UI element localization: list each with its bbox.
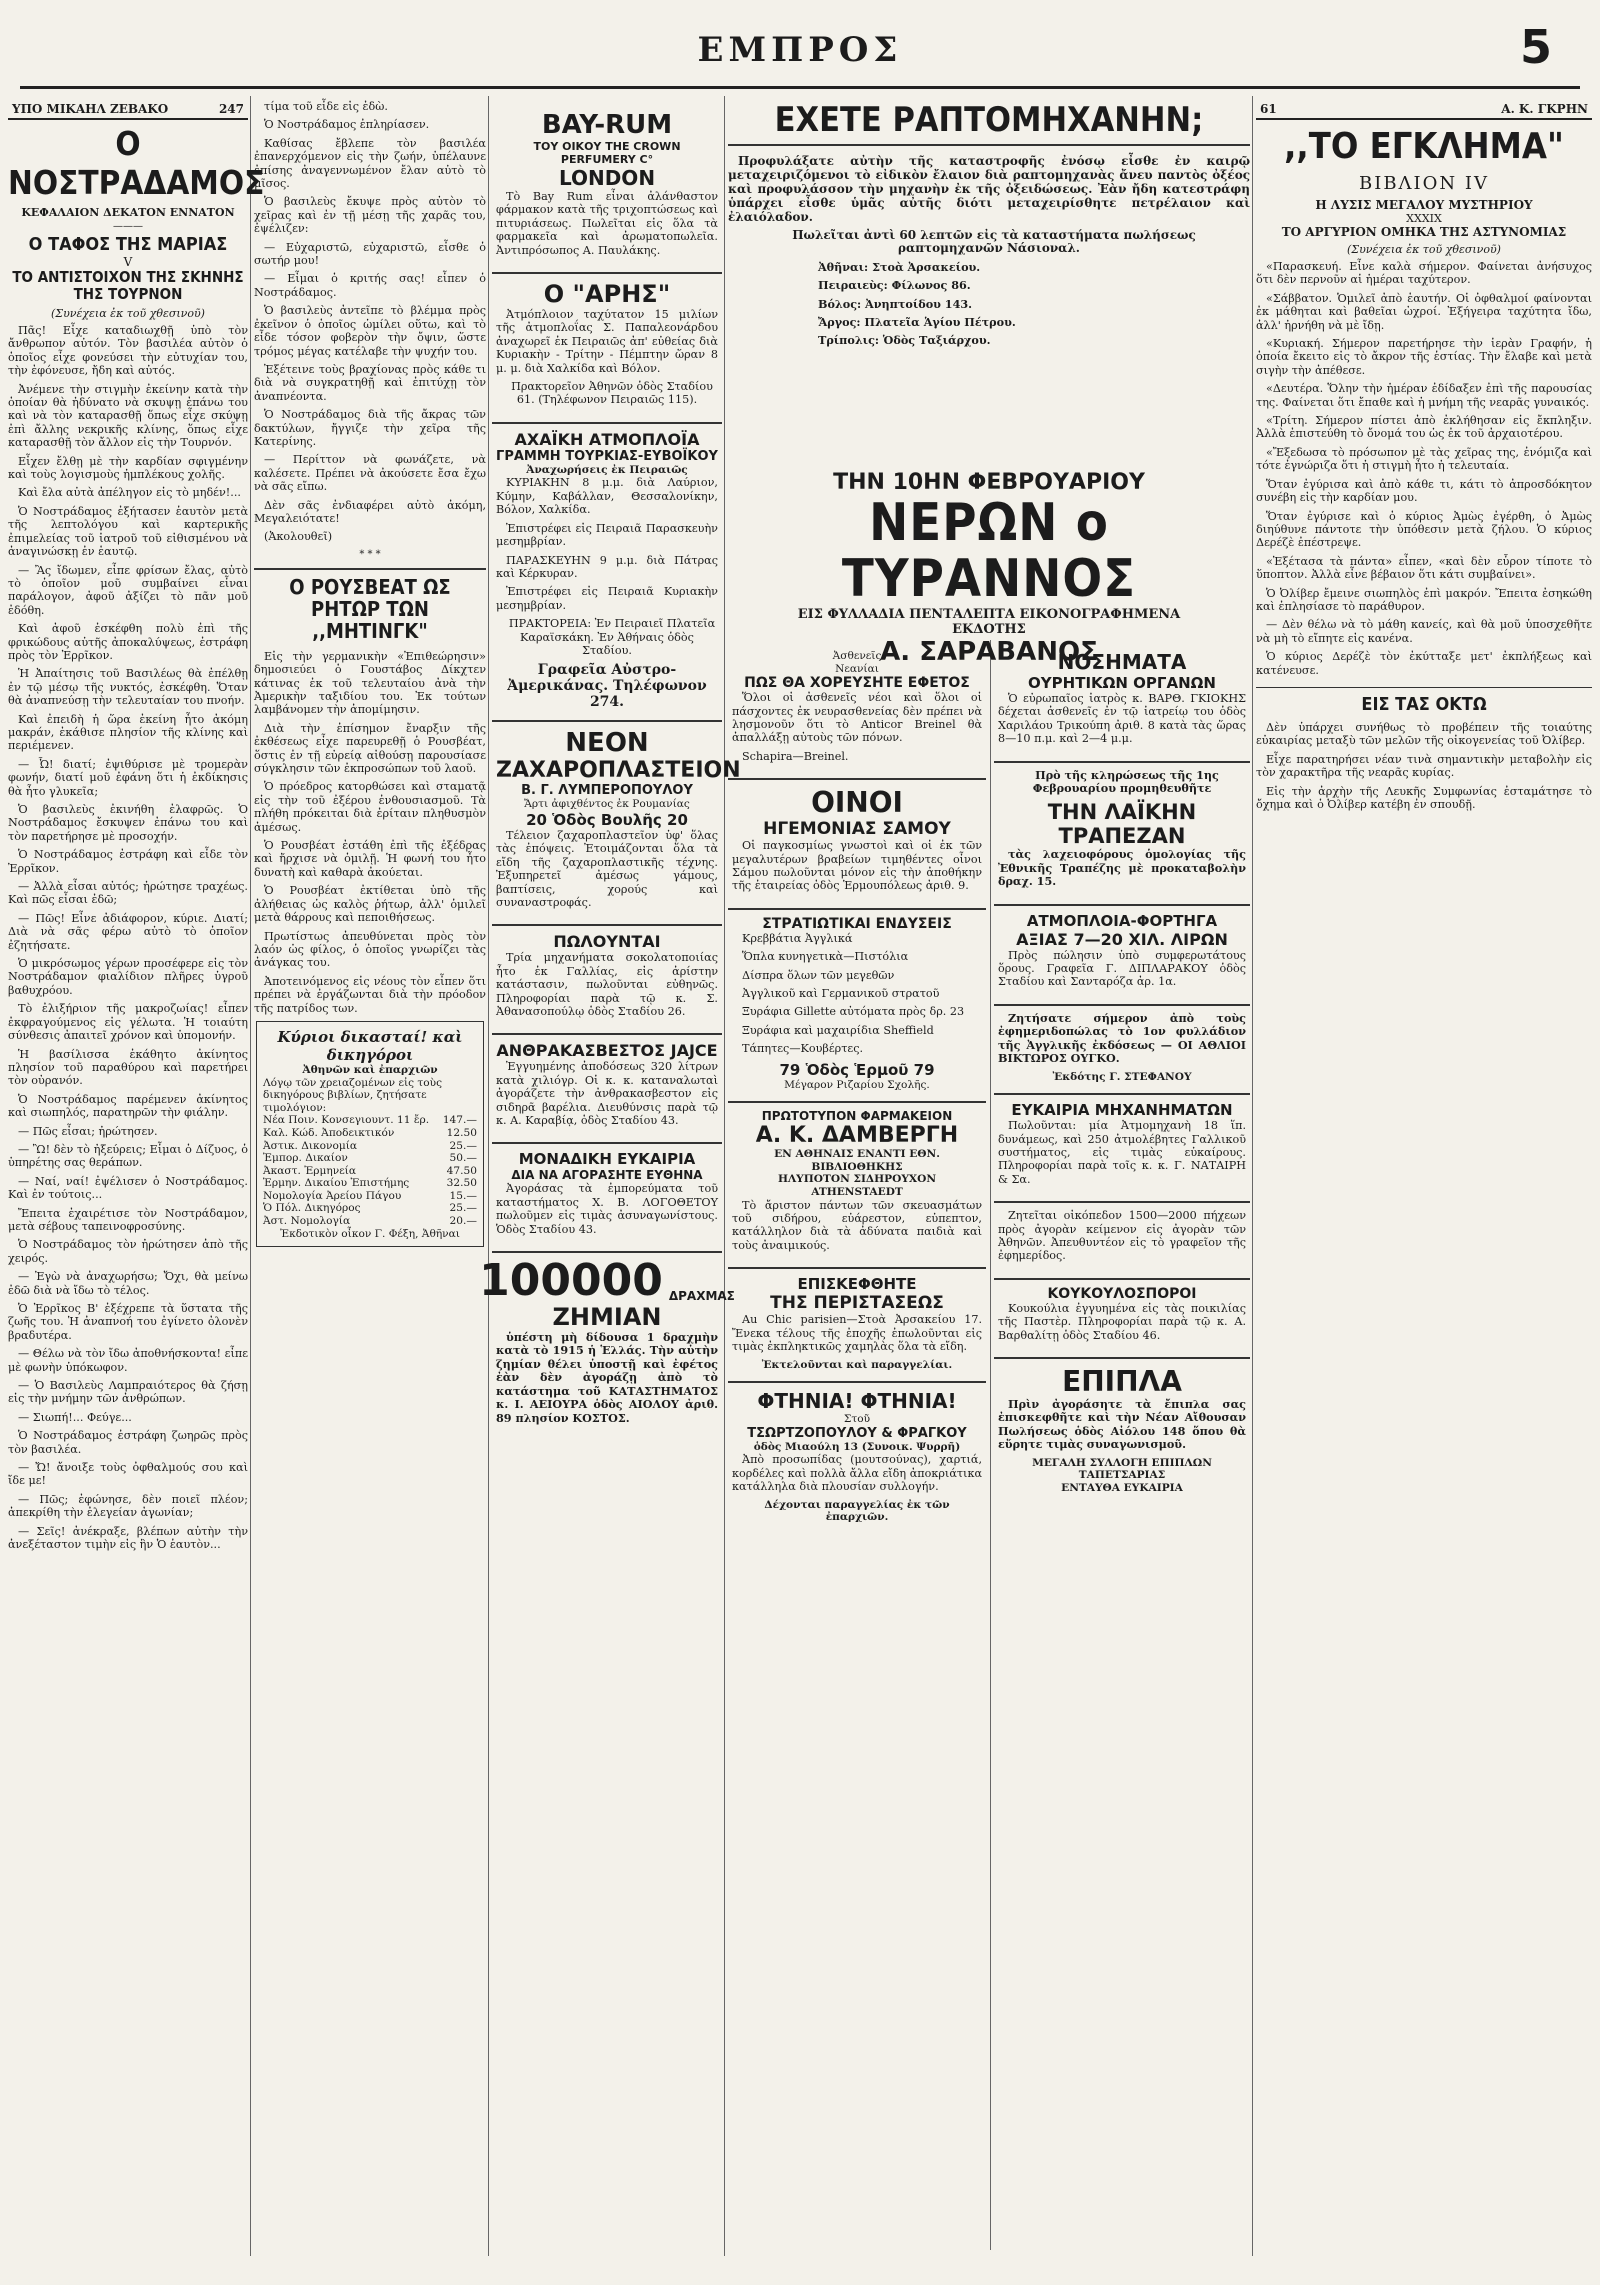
athlioi-foot: Ἐκδότης Γ. ΣΤΕΦΑΝΟΥ — [1052, 1070, 1192, 1083]
zacharoplasteion-text: Τέλειον ζαχαροπλαστεῖον ὑφ' ὅλας τὰς ἐπόψεις. Ἐτοιμάζονται ὅλα τὰ εἴδη τῆς ζαχαροπλαστικῆς τέχνης. Ἐξυπηρετεῖ ἀμέσως γάμους, βαπτίσεις, χορούς καὶ συναναστροφάς. — [496, 828, 718, 909]
price-item: Ἑρμην. Δικαίου Ἐπιστήμης — [263, 1177, 410, 1190]
serial2-byline — [1256, 100, 1592, 120]
paragraph: Ἀνέμενε τὴν στιγμὴν ἐκείνην κατὰ τὴν ὁποίαν θὰ ἠδύνατο νὰ σκυψῃ ἐπάνω του καὶ νὰ τὸν καταρασθῇ ὅπως εἶχε σκύψῃ ἐπὶ ἄλλης νεκρικῆς κλίνης, ὅπως εἶχε καταρασθῇ τὸν ἄλλον εἰς τὴν Τουρνόν. — [8, 382, 248, 450]
column-divider — [250, 96, 251, 2256]
monadiki-text: Ἀγοράσας τὰ ἐμπορεύματα τοῦ καταστήματος Χ. Β. ΛΟΓΟΘΕΤΟΥ πωλοῦμεν εἰς τιμὰς ἀσυναγωνίστους. Ὁδὸς Σταδίου 43. — [496, 1182, 718, 1236]
price-item: Ἐμπορ. Δικαίον — [263, 1152, 348, 1165]
serial2-number: 61 — [1260, 102, 1277, 116]
item-line: Κρεββάτια Ἀγγλικά — [742, 931, 853, 945]
paragraph: Ὁ βασιλεὺς ἐκινήθη ἐλαφρῶς. Ὁ Νοστράδαμος ἔσκυψεν ἐπάνω του καὶ τὸν παρετήρησε μὲ προσοχήν. — [8, 803, 248, 843]
price-ad-footer: Ἐκδοτικὸν οἶκον Γ. Φέξη, Ἀθῆναι — [280, 1227, 460, 1240]
serial2-section: ΤΟ ΑΡΓΥΡΙΟΝ ΟΜΗΚΑ ΤΗΣ ΑΣΤΥΝΟΜΙΑΣ — [1281, 225, 1567, 239]
dance-ad — [728, 644, 986, 774]
paragraph: — Ἂς ἴδωμεν, εἶπε φρίσων ἔλας, αὐτὸ τὸ ὁποῖον μοῦ συμβαίνει εἶναι παράλογον, ἀφοῦ ἀξίζει τὸ πᾶν μοῦ ἐδόθη. — [8, 563, 248, 617]
laiki-trapeza-ad — [994, 761, 1250, 900]
serial-section: ΤΟ ΑΝΤΙΣΤΟΙΧΟΝ ΤΗΣ ΣΚΗΝΗΣ ΤΗΣ ΤΟΥΡΝΟΝ — [12, 268, 244, 303]
price-value: 32.50 — [446, 1177, 477, 1190]
serial-egklima — [1256, 100, 1592, 2250]
price-item: Καλ. Κώδ. Ἀποδεικτικόν — [263, 1126, 395, 1139]
polountai-ad — [492, 924, 722, 1029]
visit-title: ΕΠΙΣΚΕΦΘΗΤΕ — [797, 1275, 917, 1294]
price-value: 12.50 — [446, 1126, 477, 1139]
sewing-text: Προφυλάξατε αὐτὴν τῆς καταστροφῆς ἐνόσῳ εἶσθε ἐν καιρῷ μεταχειριζόμενοι τὸ εἰδικὸν ἔλαιον διὰ ραπτομηχανὰς ἄνευ παντὸς ὀξέος καὶ προφυλάσσον τὴν μηχανὴν ἐκ τῆς ὀξειδώσεως. Ἐὰν ἤδη κατεστράφη ὑπάρχει εἶσθε ὑμᾶς αὐτῆς διότι μεταχειρίσθητε πετρέλαιον καὶ ἐλαιόλαδον. — [728, 154, 1250, 224]
dance-sub: Νεανίαι — [835, 662, 879, 675]
serial-nostradamus: ΥΠΟ ΜΙΚΑΗΛ ΖΕΒΑΚΟ 247 Ο ΝΟΣΤΡΑΔΑΜΟΣ ΚΕΦΑΛΑΙΟΝ ΔΕΚΑΤΟΝ ΕΝΝΑΤΟΝ ——— Ο ΤΑΦΟΣ ΤΗΣ ΜΑΡΙΑΣ V ΤΟ ΑΝΤΙΣΤΟΙΧΟΝ ΤΗΣ ΣΚΗΝΗΣ ΤΗΣ ΤΟΥΡΝΟΝ (Συνέχεια ἐκ τοῦ χθεσινοῦ) Πᾶς! Εἶχε καταδιωχθῇ ὑπὸ τὸν ἄνθρωπον αὐτόν. Τὸν βασιλέα αὐτὸν ὁ ὁποῖος εἶχε φονεύσει τὴν εὐτυχίαν του, τὴν ἐφόνευσε, ἤδη καὶ αὐτός. Ἀνέμενε τὴν στιγμὴν ἐκείνην κατὰ τὴν ὁποίαν θὰ ἠδύνατο νὰ σκυψῃ ἐπάνω του καὶ νὰ τὸν καταρασθῇ ὅπως εἶχε σκύψῃ ἐπὶ ἄλλης νεκρικῆς κλίνης, ὅπως εἶχε καταρασθῇ τὸν ἄλλον εἰς τὴν Τουρνόν. Εἶχεν ἔλθῃ μὲ τὴν καρδίαν σφιγμένην καὶ τοὺς λογισμοὺς ἠμπλέκους χολῆς. Καὶ ἔλα αὐτὰ ἀπέληγον εἰς τὸ μηδέν!... Ὁ Νοστράδαμος ἐξήτασεν ἑαυτὸν μετὰ τῆς λεπτολόγου καὶ καρτερικῆς ἐπιμελείας τοῦ ἰατροῦ τοῦ εἰθισμένου νὰ ἀναγινώσκῃ ἐν ἑαυτῷ. — Ἂς ἴδωμεν, εἶπε φρίσων ἔλας, αὐτὸ τὸ ὁποῖον μοῦ συμβαίνει εἶναι παράλογον, ἀφοῦ ἀξίζει τὸ πᾶν μοῦ ἐδόθη. Καὶ ἀφοῦ ἐσκέφθη πολὺ ἐπὶ τῆς φρικώδους αὐτῆς ἀποκαλύψεως, ἐστράφη πρὸς τὸν Ἐρρῖκον. Ἡ Ἀπαίτησις τοῦ Βασιλέως θὰ ἐπέλθῃ ἐν τῷ μέσῳ τῆς νυκτός, ἐσκέφθη. Ὅταν θὰ ἀναπνεύσῃ τὴν τελευταίαν του πνοήν. Καὶ ἐπειδὴ ἡ ὥρα ἐκείνη ἦτο ἀκόμη μακράν, ἐκάθισε πλησίον τῆς κλίνης καὶ περιέμενεν. — Ὦ! διατί; ἐψιθύρισε μὲ τρομερὰν φωνήν, διατί μοῦ ἐφάνη ὅτι ἡ ἐκδίκησις θὰ ἦτο γλυκεῖα; Ὁ βασιλεὺς ἐκινήθη ἐλαφρῶς. Ὁ Νοστράδαμος ἔσκυψεν ἐπάνω του καὶ τὸν παρετήρησε μὲ προσοχήν. Ὁ Νοστράδαμος ἐστράφη καὶ εἶδε τὸν Ἐρρῖκον. — Ἀλλὰ εἶσαι αὐτός; ἠρώτησε τραχέως. Καὶ πῶς εἶσαι ἐδῶ; — Πῶς! Εἶνε ἀδιάφορον, κύριε. Διατί; Διὰ νὰ σᾶς φέρω αὐτὸ τὸ ὁποῖον ἐζητήσατε. Ὁ μικρόσωμος γέρων προσέφερε εἰς τὸν Νοστράδαμον φιαλίδιον πλῆρες ὑγροῦ βαθυχρόου. Τὸ ἐλιξήριον τῆς μακροζωίας! εἶπεν ἐκφραγούμενος εἰς γέλωτα. Ἡ τοιαύτη σύνθεσις ἀπαιτεῖ χρόνον καὶ ὑπομονήν. Ἡ βασίλισσα ἐκάθητο ἀκίνητος πλησίον τοῦ παραθύρου καὶ παρετήρει τὸν οὐρανόν. Ὁ Νοστράδαμος παρέμενεν ἀκίνητος καὶ σιωπηλός, παρατηρῶν τὴν φιάλην. — Πῶς εἶσαι; ἠρώτησεν. — Ὢ! δὲν τὸ ἠξεύρεις; Εἶμαι ὁ Δίζυος, ὁ ὑπηρέτης σας θεράπων. — Ναί, ναί! ἐψέλισεν ὁ Νοστράδαμος. Καὶ ἐν τούτοις... Ἔπειτα ἐχαιρέτισε τὸν Νοστράδαμον, μετὰ σέβους ταπεινοφροσύνης. Ὁ Νοστράδαμος τὸν ἠρώτησεν ἀπὸ τῆς χειρός. — Ἐγὼ νὰ ἀναχωρήσω; Ὄχι, θὰ μείνω ἐδῶ διὰ νὰ ἴδω τὸ τέλος. Ὁ Ἐρρῖκος Β' ἐξέχρεπε τὰ ὕστατα τῆς ζωῆς του. Ἡ ἀναπνοή του ἐγίνετο ὀλονὲν βραδυτέρα. — Θέλω νὰ τὸν ἴδω ἀποθνήσκοντα! εἶπε μὲ φωνὴν ὑπόκωφον. — Ὁ Βασιλεὺς Λαμπραιότερος θὰ ζήσῃ εἰς τὴν μνήμην τῶν ἀνθρώπων. — Σιωπή!... Φεύγε... Ὁ Νοστράδαμος ἐστράφη ζωηρῶς πρὸς τὸν βασιλέα. — Ὤ! ἄνοιξε τοὺς ὀφθαλμούς σου καὶ ἴδε με! — Πῶς; ἐφώνησε, δὲν ποιεῖ πλέον; ἀπεκρίθη τὴν ἐλεγείαν ἀγωνίαν; — Σεῖς! ἀνέκραξε, βλέπων αὐτὴν τὴν ἀνεξέταστον τιμὴν εἰς ἣν Ὁ ἑαυτὸν... — [8, 102, 265, 1552]
item-line: Ξυράφια Gillette αὐτόματα πρὸς δρ. 23 — [742, 1005, 965, 1019]
zacharoplasteion-sub: Ἄρτι ἀφιχθέντος ἐκ Ρουμανίας — [524, 798, 690, 811]
price-item: Ἀκαστ. Ἐρμηνεία — [263, 1164, 356, 1177]
paragraph: — Περίττον νὰ φωνάζετε, νὰ καλέσετε. Πρέπει νὰ ἀκούσετε ἔσα ἔχω νὰ σᾶς εἴπω. — [254, 453, 486, 494]
sewing-addresses — [728, 261, 1250, 348]
price-row — [263, 1127, 477, 1140]
paragraph: Εἶχεν ἔλθῃ μὲ τὴν καρδίαν σφιγμένην καὶ τοὺς λογισμοὺς ἠμπλέκους χολῆς. — [8, 454, 248, 482]
paragraph: — Σιωπή!... Φεύγε... — [18, 1410, 132, 1424]
item-line: Ἀγγλικοῦ καὶ Γερμανικοῦ στρατοῦ — [742, 987, 940, 1001]
schedule-line: ΚΥΡΙΑΚΗΝ 8 μ.μ. διὰ Λαύριον, Κύμην, Καβάλλαν, Θεσσαλονίκην, Βόλον, Χαλκίδα. — [496, 476, 718, 517]
serial-author: ΥΠΟ ΜΙΚΑΗΛ ΖΕΒΑΚΟ — [12, 102, 169, 116]
serial2-section2: ΕΙΣ ΤΑΣ ΟΚΤΩ — [1256, 687, 1592, 715]
price-row — [263, 1114, 477, 1127]
article-body — [254, 650, 486, 1015]
paragraph: Ὁ Νοστράδαμος ἐστράφη ζωηρῶς πρὸς τὸν βασιλέα. — [8, 1429, 248, 1456]
bay-rum-ad — [492, 104, 722, 268]
paragraph: Ὅταν ἐγύρισα καὶ ἀπὸ κάθε τι, κάτι τὸ ἀπροσδόκητον συνέβη εἰς τὴν καρδίαν μου. — [1256, 477, 1592, 505]
paragraph: Ἡ Ἀπαίτησις τοῦ Βασιλέως θὰ ἐπέλθῃ ἐν τῷ μέσῳ τῆς νυκτός, ἐσκέφθη. Ὅταν θὰ ἀναπνεύσῃ τὴν τελευταίαν του πνοήν. — [8, 667, 248, 708]
price-item: Ἀστικ. Δικονομία — [263, 1139, 358, 1152]
plot-text: Ζητεῖται οἰκόπεδον 1500—2000 πήχεων πρὸς ἀγορὰν κείμενον εἰς ἀγορὰν τῶν Ἀθηνῶν. Ἀπευθυντέον εἰς τὸ γραφεῖον τῆς ἐφημερίδος. — [998, 1209, 1246, 1263]
jajce-title: ΑΝΘΡΑΚΑΣΒΕΣΤΟΣ JAJCE — [496, 1041, 718, 1061]
paragraph: «Ἔξεδωσα τὸ πρόσωπον μὲ τὰς χεῖρας της, ἐνόμιζα καὶ τότε ἐγνώριζα ὅτι ἡ στιγμὴ ἦτο ἡ τελευταία. — [1256, 445, 1592, 473]
paragraph: Δὲν σᾶς ἐνδιαφέρει αὐτὸ ἀκόμη, Μεγαλειότατε! — [254, 498, 486, 525]
ftinia-sub: Στοῦ — [843, 1413, 871, 1426]
paragraph: Ὁ Νοστράδαμος τὸν ἠρώτησεν ἀπὸ τῆς χειρός. — [8, 1238, 248, 1265]
paragraph: Καὶ ἐπειδὴ ἡ ὥρα ἐκείνη ἦτο ἀκόμη μακράν, ἐκάθισε πλησίον τῆς κλίνης καὶ περιέμενεν. — [8, 712, 248, 753]
aris-office: Πρακτορεῖον Ἀθηνῶν ὁδὸς Σταδίου 61. (Τηλέφωνον Πειραιῶς 115). — [511, 380, 713, 407]
silkworm-text: Κουκούλια ἐγγυημένα εἰς τὰς ποικιλίας τῆς Παστὲρ. Πληροφορίαι παρὰ τῷ κ. Α. Βαρθαλίτῃ ὁδὸς Σταδίου 46. — [998, 1301, 1246, 1342]
serial2-author: Α. Κ. ΓΚΡΗΝ — [1501, 102, 1588, 116]
athlioi-text: Ζητήσατε σήμερον ἀπὸ τοὺς ἐφημεριδοπώλας τὸ 1ον φυλλάδιον τῆς Ἀγγλικῆς ἐκδόσεως — ΟΙ ΑΘΛΙΟΙ ΒΙΚΤΩΡΟΣ ΟΥΓΚΟ. — [998, 1010, 1246, 1066]
column-divider — [990, 640, 991, 2250]
zimian-ad — [479, 1251, 735, 1436]
samos-wine-ad — [728, 778, 986, 904]
serial-subtitle: Ο ΤΑΦΟΣ ΤΗΣ ΜΑΡΙΑΣ — [28, 234, 228, 255]
military-addr: 79 Ὁδὸς Ἑρμοῦ 79 — [779, 1060, 935, 1079]
banner-title: ΝΕΡΩΝ ο ΤΥΡΑΝΝΟΣ — [841, 493, 1137, 609]
paragraph: Ὁ Νοστράδαμος διὰ τῆς ἄκρας τῶν δακτύλων, ἤγγιζε τὴν χεῖρα τῆς Κατερίνης. — [254, 408, 486, 448]
paragraph: (Ἀκολουθεῖ) — [264, 530, 333, 544]
masthead — [0, 0, 1600, 96]
serial-number: 247 — [218, 102, 244, 116]
paragraph: — Σεῖς! ἀνέκραξε, βλέπων αὐτὴν τὴν ἀνεξέταστον τιμὴν εἰς ἣν Ὁ ἑαυτὸν... — [8, 1524, 248, 1552]
price-ad-title: Κύριοι δικασταί! καὶ δικηγόροι — [277, 1027, 463, 1064]
zimian-text: ὑπέστη μὴ δίδουσα 1 δραχμὴν κατὰ τὸ 1915 ἡ Ἑλλάς. Τὴν αὐτὴν ζημίαν θέλει ὑποστῇ καὶ ἐφέτος ἐὰν δὲν ἀγοράζῃ ἀπὸ τὸ κατάστημα τοῦ ΚΑΤΑΣΤΗΜΑΤΟΣ κ. Ι. ΑΕΙΟΥΡΑ ὁδὸς ΑΙΟΛΟΥ ἀριθ. 89 πλησίον ΚΟΣΤΟΣ. — [496, 1330, 718, 1425]
pharmacy-sub2: ΗΛΥΠΟΤΟΝ ΣΙΔΗΡΟΥΧΟΝ — [777, 1173, 937, 1186]
zimian-amount: 100000 — [479, 1255, 663, 1307]
steamer-sub: ΑΞΙΑΣ 7—20 ΧΙΛ. ΛΙΡΩΝ — [1016, 929, 1228, 949]
serial2-subtitle: Η ΛΥΣΙΣ ΜΕΓΑΛΟΥ ΜΥΣΤΗΡΙΟΥ — [1315, 198, 1533, 212]
aris-ad — [492, 272, 722, 418]
laiki-title: ΤΗΝ ΛΑΪΚΗΝ ΤΡΑΠΕΖΑΝ — [1047, 800, 1197, 849]
paragraph: Ὁ βασιλεὺς ἔκυψε πρὸς αὐτὸν τὸ χεῖρας καὶ ἐν τῇ μέσῃ τῆς χαρᾶς του, ἐψέλιζεν: — [254, 195, 486, 236]
item-line: Ὅπλα κυνηγετικὰ—Πιστόλια — [742, 950, 909, 964]
ftinia-addr: ὁδὸς Μιαούλη 13 (Συνοικ. Ψυρρῆ) — [753, 1440, 961, 1453]
paragraph: Εἰς τὴν γερμανικὴν «Ἐπιθεώρησιν» δημοσιεύει ὁ Γουστάβος Δίκχτεν κάτινας ἐκ τοῦ τελευταίου ἀνὰ τὴν Ἀμερικὴν ταξιδίου του. Ἐκ τούτων λαμβάνομεν τὴν ἀπομίμησιν. — [254, 649, 486, 717]
price-ad-sub: Ἀθηνῶν καὶ ἐπαρχιῶν — [302, 1063, 438, 1076]
paragraph: Δὲν ὑπάρχει συνήθως τὸ προβέπειν τῆς τοιαύτης εὐκαιρίας μεταξὺ τῶν μελῶν τῆς οἰκογενείας τοῦ Ὀλίβερ. — [1256, 720, 1592, 748]
military-foot: Μέγαρον Ριζαρίου Σχολῆς. — [784, 1078, 930, 1091]
schedule-line: ΠΑΡΑΣΚΕΥΗΝ 9 μ.μ. διὰ Πάτρας καὶ Κέρκυραν. — [496, 553, 718, 580]
banner-publisher: Α. ΣΑΡΑΒΑΝΟΣ — [880, 637, 1098, 667]
bay-rum-title: BAY-RUM — [541, 110, 673, 140]
serial-chapter: ΚΕΦΑΛΑΙΟΝ ΔΕΚΑΤΟΝ ΕΝΝΑΤΟΝ — [21, 206, 235, 219]
column-divider — [1252, 96, 1253, 2256]
schedule-line: Ἐπιστρέφει εἰς Πειραιᾶ Κυριακὴν μεσημβρίαν. — [496, 585, 718, 612]
paragraph: Ὁ Νοστράδαμος ἐξήτασεν ἑαυτὸν μετὰ τῆς λεπτολόγου καὶ καρτερικῆς ἐπιμελείας τοῦ ἰατροῦ τοῦ εἰθισμένου νὰ ἀναγινώσκῃ ἐν ἑαυτῷ. — [8, 504, 248, 559]
paragraph: Ὁ Ρουσβέατ ἐκτίθεται ὑπὸ τῆς ἀλήθειας ὡς καλὸς ῥήτωρ, ἀλλ' ὁμιλεῖ μετὰ θάρρους καὶ πεποιθήσεως. — [254, 884, 486, 925]
paragraph: «Παρασκευή. Εἶνε καλὰ σήμερον. Φαίνεται ἀνήσυχος ὅτι δὲν περνοῦν αἱ ἡμέραι ταχύτερον. — [1256, 260, 1592, 287]
price-row — [263, 1215, 477, 1228]
paragraph: Καὶ ἔλα αὐτὰ ἀπέληγον εἰς τὸ μηδέν!... — [18, 486, 241, 500]
paragraph: Ὁ Νοστράδαμος ἐπληρίασεν. — [264, 118, 430, 132]
achaiki-title: ΑΧΑΪΚΗ ΑΤΜΟΠΛΟΪΑ — [514, 429, 700, 449]
paragraph: τίμα τοῦ εἶδε εἰς ἐδὼ. — [264, 100, 388, 113]
neon-label: ΝΕΟΝ — [565, 728, 649, 759]
steamer-sale-ad — [994, 904, 1250, 1000]
serial2-title: ,,ΤΟ ΕΓΚΛΗΜΑ" — [1284, 126, 1564, 167]
pharmacy-sub: ΕΝ ΑΘΗΝΑΙΣ ΕΝΑΝΤΙ ΕΘΝ. ΒΙΒΛΙΟΘΗΚΗΣ — [774, 1148, 940, 1173]
paragraph: — Ὦ! διατί; ἐψιθύρισε μὲ τρομερὰν φωνήν, διατί μοῦ ἐφάνη ὅτι ἡ ἐκδίκησις θὰ ἦτο γλυκεῖα; — [8, 757, 248, 798]
serial2-body-2 — [1256, 510, 1592, 677]
achaiki-sub: ΓΡΑΜΜΗ ΤΟΥΡΚΙΑΣ-ΕΥΒΟΪΚΟΥ — [496, 448, 718, 464]
urology-text: Ὁ εὐρωπαῖος ἰατρὸς κ. ΒΑΡΘ. ΓΚΙΟΚΗΣ δέχεται ἀσθενεῖς ἐν τῷ ἰατρείῳ του ὁδὸς Χαριλάου Τρικούπη ἀριθ. 8 κατὰ τὰς ὥρας 8—10 π.μ. καὶ 2—4 μ.μ. — [998, 692, 1246, 746]
achaiki-office: ΠΡΑΚΤΟΡΕΙΑ: Ἐν Πειραιεῖ Πλατεῖα Καραϊσκάκη. Ἐν Ἀθήναις ὁδὸς Σταδίου. — [508, 617, 716, 657]
paragraph: — Πῶς εἶσαι; ἠρώτησεν. — [18, 1124, 158, 1138]
column-divider — [724, 96, 725, 2256]
austro-americana: Γραφεῖα Αὐστρο-Ἀμερικάνας. Τηλέφωνον 274. — [507, 662, 707, 711]
pharmacy-text: Τὸ ἄριστον πάντων τῶν σκευασμάτων τοῦ σιδήρου, εὐάρεστον, εὐπεπτον, κατάλληλον διὰ τὰ ἀδύνατα παιδιὰ καὶ τοὺς ἀναιμικούς. — [732, 1198, 982, 1252]
ads-column — [479, 100, 741, 2250]
column-divider — [488, 96, 489, 2256]
zimian-unit: ΔΡΑΧΜΑΣ — [668, 1289, 735, 1304]
paragraph: — Ὁ Βασιλεὺς Λαμπραιότερος θὰ ζήσῃ εἰς τὴν μνήμην τῶν ἀνθρώπων. — [8, 1379, 248, 1406]
dance-text: Ὅλοι οἱ ἀσθενεῖς νέοι καὶ ὅλοι οἱ πάσχοντες ἐκ νευρασθενείας δὲν πρέπει νὰ λησμονοῦν ὅτι τὸ Anticor Breinel θὰ ἀπαλλάξῃ αὐτοὺς τῶν πόνων. — [732, 691, 982, 745]
price-value: 147.— — [442, 1114, 477, 1127]
visit-ad — [728, 1267, 986, 1377]
price-row — [263, 1177, 477, 1190]
paragraph: Εἶχε παρατηρήσει νέαν τινὰ σημαντικὴν μεταβολὴν εἰς τὸν χαρακτῆρα τῆς νεαρᾶς κυρίας. — [1256, 752, 1592, 780]
price-row — [263, 1152, 477, 1165]
serial2-body — [1256, 260, 1592, 505]
price-row — [263, 1140, 477, 1153]
dance-label: Ἀσθενεῖς — [832, 650, 882, 662]
price-row — [263, 1202, 477, 1215]
paragraph: «Δευτέρα. Ὅλην τὴν ἡμέραν ἐδίδαξεν ἐπὶ τῆς παρουσίας της. Φαίνεται ὅτι ἔπαθε καὶ ἡ μνήμη τῆς νεαρᾶς γυναικός. — [1256, 382, 1592, 409]
address-line: Τρίπολις: Ὁδὸς Ταξιάρχου. — [818, 333, 991, 348]
silkworm-title: ΚΟΥΚΟΥΛΟΣΠΟΡΟΙ — [1047, 1285, 1197, 1302]
wine-sub: ΗΓΕΜΟΝΙΑΣ ΣΑΜΟΥ — [763, 819, 951, 840]
paragraph: Πᾶς! Εἶχε καταδιωχθῇ ὑπὸ τὸν ἄνθρωπον αὐτόν. Τὸν βασιλέα αὐτὸν ὁ ὁποῖος εἶχε φονεύσει τὴν εὐτυχίαν του, τὴν ἐφόνευσε, ἤδη καὶ αὐτός. — [8, 324, 248, 378]
paragraph: Καθίσας ἔβλεπε τὸν βασιλέα ἐπανερχόμενον εἰς τὴν ζωήν, ὑπέλαυνε ἐπίσης ἀναγεννωμένον ἔλαν αὐτὸ τὸ μῖσος. — [254, 136, 486, 191]
urology-ad — [994, 644, 1250, 757]
monadiki-title: ΜΟΝΑΔΙΚΗ ΕΥΚΑΙΡΙΑ — [518, 1150, 696, 1169]
paragraph: Ὁ Νοστράδαμος ἐστράφη καὶ εἶδε τὸν Ἐρρῖκον. — [8, 848, 248, 875]
item-line: Ξυράφια καὶ μαχαιρίδια Sheffield — [742, 1023, 934, 1037]
paragraph: Ἐξέτεινε τοὺς βραχίονας πρὸς κάθε τι διὰ νὰ συγκρατηθῇ καὶ ἐπιτύχῃ τὸν ἀναπνέοντα. — [254, 362, 486, 403]
sewing-machine-ad — [728, 100, 1250, 460]
paragraph: Ὁ Ἐρρῖκος Β' ἐξέχρεπε τὰ ὕστατα τῆς ζωῆς του. Ἡ ἀναπνοή του ἐγίνετο ὀλονὲν βραδυτέρα. — [8, 1302, 248, 1342]
banner-sub: ΕΙΣ ΦΥΛΛΑΔΙΑ ΠΕΝΤΑΛΕΠΤΑ ΕΙΚΟΝΟΓΡΑΦΗΜΕΝΑ — [797, 607, 1181, 622]
paragraph: — Θέλω νὰ τὸν ἴδω ἀποθνήσκοντα! εἶπε μὲ φωνὴν ὑπόκωφον. — [8, 1347, 248, 1374]
ftinia-foot: Δέχονται παραγγελίας ἐκ τῶν ἐπαρχιῶν. — [764, 1498, 950, 1524]
furniture-foot2: ΕΝΤΑΥΘΑ ΕΥΚΑΙΡΙΑ — [1061, 1481, 1183, 1494]
military-title: ΣΤΡΑΤΙΩΤΙΚΑΙ ΕΝΔΥΣΕΙΣ — [762, 915, 952, 932]
paragraph: Ὁ βασιλεὺς ἀντεῖπε τὸ βλέμμα πρὸς ἐκεῖνον ὁ ὁποῖος ὡμίλει οὕτω, καὶ τὸ εἶδε τόσον φοβερὸν τὴν ὄψιν, ὥστε τρόμος μέγας κατέλαβε τὴν ψυχήν του. — [254, 304, 486, 358]
furniture-title: ΕΠΙΠΛΑ — [1062, 1364, 1182, 1398]
wine-text: Οἱ παγκοσμίως γνωστοὶ καὶ οἱ ἐκ τῶν μεγαλυτέρων βραβείων τιμηθέντες οἶνοι Σάμου πωλοῦνται μόνον εἰς τὴν ἀποθήκην τῆς ἑταιρείας ὁδὸς Ἑρμουπόλεως ἀριθ. 9. — [732, 839, 982, 893]
polountai-text: Τρία μηχανήματα σοκολατοποιίας ἧτο ἐκ Γαλλίας, εἰς ἀρίστην κατάστασιν, πωλοῦνται εὐθηνῶς. Πληροφορίαι παρὰ τῷ κ. Σ. Ἀθανασοπούλῳ ὁδὸς Σταδίου 26. — [496, 951, 718, 1018]
ftinia-name: ΤΣΩΡΤΖΟΠΟΥΛΟΥ & ΦΡΑΓΚΟΥ — [747, 1425, 967, 1441]
zacharoplasteion-name: Β. Γ. ΛΥΜΠΕΡΟΠΟΥΛΟΥ — [521, 783, 693, 799]
address-line: Ἄργος: Πλατεῖα Ἁγίου Πέτρου. — [818, 315, 1016, 330]
plot-wanted-ad — [994, 1201, 1250, 1274]
price-item: Νέα Ποιν. Κονσεγιουντ. 11 ἔρ. — [263, 1114, 430, 1127]
urology-title: ΝΟΣΗΜΑΤΑ — [1057, 650, 1187, 674]
serial-continued: (Συνέχεια ἐκ τοῦ χθεσινοῦ) — [51, 307, 205, 320]
paragraph: «Σάββατον. Ὁμιλεῖ ἀπὸ ἑαυτήν. Οἱ ὀφθαλμοί φαίνονται ἐκ μάθηται καὶ βαθεῖαι ὠχροί. Ἐξήγειρα ταχύτητα ἴδω, ἀλλ' ἠρνήθη νὰ μὲ ἴδῃ. — [1256, 291, 1592, 332]
paragraph: Ἔπειτα ἐχαιρέτισε τὸν Νοστράδαμον, μετὰ σέβους ταπεινοφροσύνης. — [8, 1206, 248, 1233]
price-list — [263, 1114, 477, 1227]
serial2-numeral: XXXIX — [1406, 212, 1442, 225]
bay-rum-text: Τὸ Bay Rum εἶναι ἀλάνθαστον φάρμακον κατὰ τῆς τριχοπτώσεως καὶ πιτυριάσεως. Πωλεῖται εἰς ὅλα τὰ φαρμακεῖα καὶ ἀρωματοπωλεῖα. Ἀντιπρόσωπος Α. Παυλάκης. — [496, 190, 718, 257]
paragraph: «Τρίτη. Σήμερον πίστει ἀπὸ ἐκλήθησαν εἰς ἔκπληξιν. Ἀλλὰ ἐπιστεύθη τὸ ὄνομά του ὡς ἐκ τοῦ ἀρχαιοτέρου. — [1256, 414, 1592, 441]
ftinia-title: ΦΤΗΝΙΑ! ΦΤΗΝΙΑ! — [757, 1389, 957, 1414]
paragraph: — Ἀλλὰ εἶσαι αὐτός; ἠρώτησε τραχέως. Καὶ πῶς εἶσαι ἐδῶ; — [8, 880, 248, 907]
price-value: 20.— — [449, 1215, 477, 1228]
dance-ref: Schapira—Breinel. — [742, 749, 849, 763]
achaiki-departures: Ἀναχωρήσεις ἐκ Πειραιῶς — [526, 463, 688, 476]
sewing-price: Πωλεῖται ἀντὶ 60 λεπτῶν εἰς τὰ καταστήματα πωλήσεως ραπτομηχανῶν Νάσιοναλ. — [792, 228, 1196, 256]
serial-body — [8, 324, 248, 1552]
military-ad — [728, 908, 986, 1097]
bay-rum-sub: ΤΟΥ ΟΙΚΟΥ THE CROWN PERFUMERY C° — [533, 140, 681, 166]
address-line: Πειραιεὺς: Φίλωνος 86. — [818, 278, 971, 293]
paragraph: Διὰ τὴν ἐπίσημον ἔναρξιν τῆς ἐκθέσεως εἶχε παρευρεθῇ ὁ Ρουσβέατ, ὅστις ἐν τῇ εὐρείᾳ αἰθούσῃ παρουσίασε σύγκλησιν τῶν ἐκπροσώπων τοῦ λαοῦ. — [254, 721, 486, 776]
machinery-text: Πωλοῦνται: μία Ἀτμομηχανὴ 18 ἵπ. δυνάμεως, καὶ 250 ἀτμολέβητες Γαλλικοῦ συστήματος, εἰς τιμὰς εὐκαίρους. Πληροφορίαι παρὰ τοῖς κ. κ. Γ. ΝΑΤΑΙΡΗ & Σα. — [998, 1119, 1246, 1186]
zacharoplasteion-addr: 20 Ὁδὸς Βουλῆς 20 — [526, 810, 688, 829]
paragraph: Πρωτίστως ἀπευθύνεται πρὸς τὸν λαόν ὡς φίλος, ὁ ὁποῖος γνωρίζει τὰς ἀνάγκας του. — [254, 929, 486, 970]
aris-title: Ο "ΑΡΗΣ" — [543, 280, 671, 309]
price-item: Νομολογία Ἀρείου Πάγου — [263, 1189, 402, 1202]
ftinia-text: Ἀπὸ προσωπίδας (μουτσούνας), χαρτιά, κορδέλες καὶ πολλὰ ἄλλα εἴδη ἀποκριάτικα κατάλληλα διὰ πλουσίαν συλλογήν. — [732, 1453, 982, 1494]
item-line: Δίσπρα ὅλων τῶν μεγεθῶν — [742, 968, 895, 982]
paragraph: Καὶ ἀφοῦ ἐσκέφθη πολὺ ἐπὶ τῆς φρικώδους αὐτῆς ἀποκαλύψεως, ἐστράφη πρὸς τὸν Ἐρρῖκον. — [8, 622, 248, 662]
price-value: 25.— — [449, 1202, 477, 1215]
machinery-title: ΕΥΚΑΙΡΙΑ ΜΗΧΑΝΗΜΑΤΩΝ — [1011, 1101, 1233, 1120]
address-line: Ἀθῆναι: Στοὰ Ἀρσακείου. — [818, 259, 981, 274]
bay-rum-city: LONDON — [558, 166, 656, 190]
price-ad-intro: Λόγῳ τῶν χρειαζομένων εἰς τοὺς δικηγόρους βιβλίων, ζητήσατε τιμολόγιον: — [263, 1076, 443, 1114]
price-value: 25.— — [449, 1139, 477, 1152]
machinery-ad — [994, 1093, 1250, 1197]
newspaper-title: ΕΜΠΡΟΣ — [697, 30, 903, 70]
achaiki-schedule — [496, 476, 718, 612]
paragraph: Ὁ Νοστράδαμος παρέμενεν ἀκίνητος καὶ σιωπηλός, παρατηρῶν τὴν φιάλην. — [8, 1092, 248, 1120]
address-line: Βόλος: Ἀνηπτοίδου 143. — [818, 296, 973, 311]
paragraph: — Ναί, ναί! ἐψέλισεν ὁ Νοστράδαμος. Καὶ ἐν τούτοις... — [8, 1174, 248, 1202]
price-row — [263, 1190, 477, 1203]
paragraph: Ὅταν ἐγύρισε καὶ ὁ κύριος Ἀμὼς ἐγέρθη, ὁ Ἀμὼς διηύθυνε πάντοτε τὴν ὑπόθεσιν μετὰ ζήλου. Ὁ κύριος Δερέζὲ ἐπέστρεψε. — [1256, 509, 1592, 550]
article-headline: Ο ΡΟΥΣΒΕΑΤ ΩΣ ΡΗΤΩΡ ΤΩΝ ,,ΜΗΤΙΝΓΚ" — [254, 568, 486, 642]
paragraph: — Ἐγὼ νὰ ἀναχωρήσω; Ὄχι, θὰ μείνω ἐδῶ διὰ νὰ ἴδω τὸ τέλος. — [8, 1270, 248, 1297]
ads-subcolumn-left — [728, 640, 986, 2260]
silkworm-ad — [994, 1278, 1250, 1353]
paragraph: Τὸ ἐλιξήριον τῆς μακροζωίας! εἶπεν ἐκφραγούμενος εἰς γέλωτα. Ἡ τοιαύτη σύνθεσις ἀπαιτεῖ χρόνον καὶ ὑπομονήν. — [8, 1002, 248, 1043]
jajce-text: Ἐγγυημένης ἀποδόσεως 320 λίτρων κατὰ χιλιόγρ. Οἱ κ. κ. καταναλωταὶ ἀγοράζετε τὴν ἀνθρακασβεστον εἰς σιδηρᾶ βαρέλια. Διευθύνσις παρὰ τῷ κ. Α. Καραβίᾳ, ὁδὸς Σταδίου 43. — [496, 1060, 718, 1128]
zimian-title: ΖΗΜΙΑΝ — [552, 1303, 662, 1332]
sewing-title: ΕΧΕΤΕ ΡΑΠΤΟΜΗΧΑΝΗΝ; — [728, 100, 1250, 146]
pharmacy-sub3: ATHENSTAEDT — [811, 1186, 903, 1199]
zacharoplasteion-ad — [492, 720, 741, 920]
paragraph: Ὁ πρόεδρος κατορθώσει καὶ σταματᾷ εἰς τὴν τοῦ ἐξέρου ἐνθουσιασμοῦ. Τὰ πλήθη πρόκειται διὰ ἐρίταιν πληθυσμὸν ἀμέσως. — [254, 780, 486, 834]
item-line: Τάπητες—Κουβέρτες. — [742, 1042, 864, 1056]
price-row — [263, 1165, 477, 1178]
steamer-text: Πρὸς πώλησιν ὑπὸ συμφερωτάτους ὅρους. Γραφεῖα Γ. ΔΙΠΛΑΡΑΚΟΥ ὁδὸς Σταδίου καὶ Σανταρόζα ἀρ. 1α. — [998, 948, 1246, 989]
price-item: Ἀστ. Νομολογία — [263, 1215, 351, 1228]
serial-body-cont — [254, 100, 486, 544]
price-value: 47.50 — [446, 1164, 477, 1177]
zacharoplasteion-title: ΖΑΧΑΡΟΠΛΑΣΤΕΙΟΝ — [496, 758, 741, 784]
athlioi-ad — [994, 1004, 1250, 1089]
banner-publisher-label: ΕΚΔΟΤΗΣ — [952, 622, 1026, 637]
paragraph: Ὁ κύριος Δερέζὲ τὸν ἐκύτταξε μετ' ἐκπλήξεως καὶ κατένευσε. — [1256, 650, 1592, 677]
price-value: 15.— — [449, 1189, 477, 1202]
furniture-text: Πρὶν ἀγοράσητε τὰ ἔπιπλα σας ἐπισκεφθῆτε καὶ τὴν Νέαν Αἴθουσαν Πωλήσεως ὁδὸς Αἰόλου 148 ὅπου θὰ εὕρητε τιμὰς συναγωνισμοῦ. — [998, 1396, 1246, 1452]
serial2-book: ΒΙΒΛΙΟΝ IV — [1358, 173, 1489, 194]
paragraph: Ἡ βασίλισσα ἐκάθητο ἀκίνητος πλησίον τοῦ παραθύρου καὶ παρετήρει τὸν οὐρανόν. — [8, 1047, 248, 1088]
serial-byline — [8, 100, 248, 120]
paragraph: — Εὐχαριστῶ, εὐχαριστῶ, εἶσθε ὁ σωτήρ μου! — [254, 240, 486, 268]
paragraph: Ὁ μικρόσωμος γέρων προσέφερε εἰς τὸν Νοστράδαμον φιαλίδιον πλῆρες ὑγροῦ βαθυχρόου. — [8, 957, 248, 997]
aris-text: Ἀτμόπλοιον ταχύτατον 15 μιλίων τῆς ἀτμοπλοΐας Σ. Παπαλεονάρδου ἀναχωρεῖ ἐκ Πειραιῶς ἀπ' εὐθείας διὰ Κυριακὴν - Τρίτην - Πέμπτην ὥραν 8 μ. μ. διὰ Χαλκίδα καὶ Βόλον. — [496, 308, 718, 375]
paragraph: — Πῶς! Εἶνε ἀδιάφορον, κύριε. Διατί; Διὰ νὰ σᾶς φέρω αὐτὸ τὸ ὁποῖον ἐζητήσατε. — [8, 911, 248, 952]
paragraph: Ἀποτεινόμενος εἰς νέους τὸν εἶπεν ὅτι πρέπει νὰ ἐργάζωνται διὰ τὴν πρόοδον τῆς πατρίδος των. — [254, 974, 486, 1015]
column-2: τίμα τοῦ εἶδε εἰς ἐδὼ. Ὁ Νοστράδαμος ἐπληρίασεν. Καθίσας ἔβλεπε τὸν βασιλέα ἐπανερχόμενον εἰς τὴν ζωήν, ὑπέλαυνε ἐπίσης ἀναγεννωμένον ἔλαν αὐτὸ τὸ μῖσος. Ὁ βασιλεὺς ἔκυψε πρὸς αὐτὸν τὸ χεῖρας καὶ ἐν τῇ μέσῃ τῆς χαρᾶς του, ἐψέλιζεν: — Εὐχαριστῶ, εὐχαριστῶ, εἶσθε ὁ σωτήρ μου! — Εἶμαι ὁ κριτής σας! εἶπεν ὁ Νοστράδαμος. Ὁ βασιλεὺς ἀντεῖπε τὸ βλέμμα πρὸς ἐκεῖνον ὁ ὁποῖος ὡμίλει οὕτω, καὶ τὸ εἶδε τόσον φοβερὸν τὴν ὄψιν, ὥστε τρόμος μέγας κατέλαβε τὴν ψυχήν του. Ἐξέτεινε τοὺς βραχίονας πρὸς κάθε τι διὰ νὰ συγκρατηθῇ καὶ ἐπιτύχῃ τὸν ἀναπνέοντα. Ὁ Νοστράδαμος διὰ τῆς ἄκρας τῶν δακτύλων, ἤγγιζε τὴν χεῖρα τῆς Κατερίνης. — Περίττον νὰ φωνάζετε, νὰ καλέσετε. Πρέπει νὰ ἀκούσετε ἔσα ἔχω νὰ σᾶς εἴπω. Δὲν σᾶς ἐνδιαφέρει αὐτὸ ἀκόμη, Μεγαλειότατε! (Ἀκολουθεῖ) * * * Ο ΡΟΥΣΒΕΑΤ ΩΣ ΡΗΤΩΡ ΤΩΝ ,,ΜΗΤΙΝΓΚ" Εἰς τὴν γερμανικὴν «Ἐπιθεώρησιν» δημοσιεύει ὁ Γουστάβος Δίκχτεν κάτινας ἐκ τοῦ τελευταίου ἀνὰ τὴν Ἀμερικὴν ταξιδίου του. Ἐκ τούτων λαμβάνομεν τὴν ἀπομίμησιν. Διὰ τὴν ἐπίσημον ἔναρξιν τῆς ἐκθέσεως εἶχε παρευρεθῇ ὁ Ρουσβέατ, ὅστις ἐν τῇ εὐρείᾳ αἰθούσῃ παρουσίασε σύγκλησιν τῶν ἐκπροσώπων τοῦ λαοῦ. Ὁ πρόεδρος κατορθώσει καὶ σταματᾷ εἰς τὴν τοῦ ἐξέρου ἐνθουσιασμοῦ. Τὰ πλήθη πρόκειται διὰ ἐρίταιν πληθυσμὸν ἀμέσως. Ὁ Ρουσβέατ ἐστάθη ἐπὶ τῆς ἐξέδρας καὶ ἤρχισε νὰ ὁμιλῇ. Ἡ φωνή του ἦτο δυνατὴ καὶ καθαρὰ ἀκούεται. Ὁ Ρουσβέατ ἐκτίθεται ὑπὸ τῆς ἀλήθειας ὡς καλὸς ῥήτωρ, ἀλλ' ὁμιλεῖ μετὰ θάρρους καὶ πεποιθήσεως. Πρωτίστως ἀπευθύνεται πρὸς τὸν λαόν ὡς φίλος, ὁ ὁποῖος γνωρίζει τὰς ἀνάγκας του. Ἀποτεινόμενος εἰς νέους τὸν εἶπεν ὅτι πρέπει νὰ ἐργάζωνται διὰ τὴν πρόοδον τῆς πατρίδος των. Κύριοι δικασταί! καὶ δικηγόροι Ἀθηνῶν καὶ ἐπαρχιῶν Λόγῳ τῶν χρειαζομένων εἰς τοὺς δικηγόρους βιβλίων, ζητήσατε τιμολόγιον: Νέα Ποιν. Κονσεγιουντ. 11 ἔρ. 147.— Καλ. Κώδ. Ἀποδεικτικόν 12.50 Ἀστικ. Δικονομία 25.— Ἐμπορ. Δικαίον 50.— Ἀκαστ. Ἐρμηνεία 47.50 Ἑρμην. Δικαίου Ἐπιστήμης 32.50 Νομολογία Ἀρείου Πάγου 15.— Ὁ Πόλ. Δικηγόρος 25.— Ἀστ. Νομολογία 20.— Ἐκδοτικὸν οἶκον Γ. Φέξη, Ἀθῆναι — [254, 100, 486, 2250]
polountai-title: ΠΩΛΟΥΝΤΑΙ — [553, 932, 661, 952]
laiki-text: Πρὸ τῆς κληρώσεως τῆς 1ης Φεβρουαρίου προμηθευθῆτε — [1032, 767, 1219, 796]
paragraph: Ὁ Ρουσβέατ ἐστάθη ἐπὶ τῆς ἐξέδρας καὶ ἤρχισε νὰ ὁμιλῇ. Ἡ φωνή του ἦτο δυνατὴ καὶ καθαρὰ ἀκούεται. — [254, 839, 486, 879]
book-price-ad — [256, 1021, 484, 1247]
monadiki-sub: ΔΙΑ ΝΑ ΑΓΟΡΑΣΗΤΕ ΕΥΘΗΝΑ — [511, 1168, 703, 1183]
achaiki-ad — [492, 422, 722, 716]
paragraph: — Ὤ! ἄνοιξε τοὺς ὀφθαλμούς σου καὶ ἴδε με! — [8, 1461, 248, 1488]
serial2-continued: (Συνέχεια ἐκ τοῦ χθεσινοῦ) — [1347, 243, 1501, 256]
visit-sub: ΤΗΣ ΠΕΡΙΣΤΑΣΕΩΣ — [770, 1293, 944, 1314]
price-item: Ὁ Πόλ. Δικηγόρος — [263, 1202, 361, 1215]
pharmacy-title: ΠΡΩΤΟΤΥΠΟΝ ΦΑΡΜΑΚΕΙΟΝ — [761, 1109, 953, 1124]
furniture-foot: ΜΕΓΑΛΗ ΣΥΛΛΟΓΗ ΕΠΙΠΛΩΝ ΤΑΠΕΤΣΑΡΙΑΣ — [1032, 1456, 1212, 1482]
page-number: 5 — [1519, 20, 1552, 74]
military-items — [732, 932, 982, 1056]
paragraph: Εἰς τὴν ἀρχὴν τῆς Λευκῆς Συμφωνίας ἐσταμάτησε τὸ ὄχημα καὶ ὁ Ὀλίβερ κατέβη ἐν σπουδῇ. — [1256, 784, 1592, 811]
serial-numeral: V — [123, 255, 133, 269]
banner-date: ΤΗΝ 10ΗΝ ΦΕΒΡΟΥΑΡΙΟΥ — [833, 470, 1145, 495]
urology-sub: ΟΥΡΗΤΙΚΩΝ ΟΡΓΑΝΩΝ — [1028, 674, 1216, 692]
paragraph: Ὁ Ὀλίβερ ἔμεινε σιωπηλὸς ἐπὶ μακρόν. Ἔπειτα ἐσηκώθη καὶ ἐπλησίασε τὸ παράθυρον. — [1256, 586, 1592, 613]
visit-text: Au Chic parisien—Στοὰ Ἀρσακείου 17. Ἔνεκα τέλους τῆς ἐποχῆς ἐπωλοῦνται εἰς τιμὰς ἐκπληκτικῶς χαμηλὰς ὅλα τὰ εἴδη. — [732, 1313, 982, 1354]
wine-title: ΟΙΝΟΙ — [811, 786, 903, 820]
monadiki-ad — [492, 1142, 722, 1247]
paragraph: — Δὲν θέλω νὰ τὸ μάθη κανείς, καὶ θὰ μοῦ ὑποσχεθῆτε νὰ μὴ τὸ εἴπητε εἰς κανένα. — [1256, 618, 1592, 645]
steamer-title: ΑΤΜΟΠΛΟΙΑ-ΦΟΡΤΗΓΑ — [1026, 911, 1218, 930]
dance-title: ΠΩΣ ΘΑ ΧΟΡΕΥΣΗΤΕ ΕΦΕΤΟΣ — [744, 675, 970, 692]
price-value: 50.— — [449, 1152, 477, 1165]
serial2-body-3 — [1256, 721, 1592, 811]
serial-title: Ο ΝΟΣΤΡΑΔΑΜΟΣ — [8, 124, 265, 202]
paragraph: — Εἶμαι ὁ κριτής σας! εἶπεν ὁ Νοστράδαμος. — [254, 272, 486, 299]
paragraph: «Κυριακή. Σήμερον παρετήρησε τὴν ἱερὰν Γραφήν, ἡ ὁποία ἔκειτο εἰς τὸ ἄκρον τῆς ἑστίας. Τὴν ἔλαβε καὶ μετὰ σιγὴν τὴν ἀπέθεσε. — [1256, 337, 1592, 377]
jajce-ad — [492, 1033, 722, 1138]
furniture-ad — [994, 1357, 1250, 1500]
paragraph: «Ἐξέτασα τὰ πάντα» εἶπεν, «καὶ δὲν εὗρον τίποτε τὸ ὕποπτον. Ἀλλὰ εἶνε βέβαιον ὅτι κάτι συμβαίνει». — [1256, 554, 1592, 582]
paragraph: — Ὢ! δὲν τὸ ἠξεύρεις; Εἶμαι ὁ Δίζυος, ὁ ὑπηρέτης σας θεράπων. — [8, 1142, 248, 1170]
schedule-line: Ἐπιστρέφει εἰς Πειραιᾶ Παρασκευὴν μεσημβρίαν. — [496, 521, 718, 549]
visit-foot: Ἐκτελοῦνται καὶ παραγγελίαι. — [761, 1358, 953, 1371]
pharmacy-ad — [728, 1101, 986, 1263]
laiki-foot: τὰς λαχειοφόρους ὁμολογίας τῆς Ἐθνικῆς Τραπέζης μὲ προκαταβολὴν δραχ. 15. — [998, 847, 1246, 889]
pharmacy-name: Α. Κ. ΔΑΜΒΕΡΓΗ — [755, 1123, 959, 1149]
masthead-rule — [20, 86, 1580, 89]
ads-subcolumn-right — [994, 640, 1250, 2260]
paragraph: — Πῶς; ἐφώνησε, δὲν ποιεῖ πλέον; ἀπεκρίθη τὴν ἐλεγείαν ἀγωνίαν; — [8, 1492, 248, 1520]
ftinia-ad — [728, 1381, 986, 1530]
